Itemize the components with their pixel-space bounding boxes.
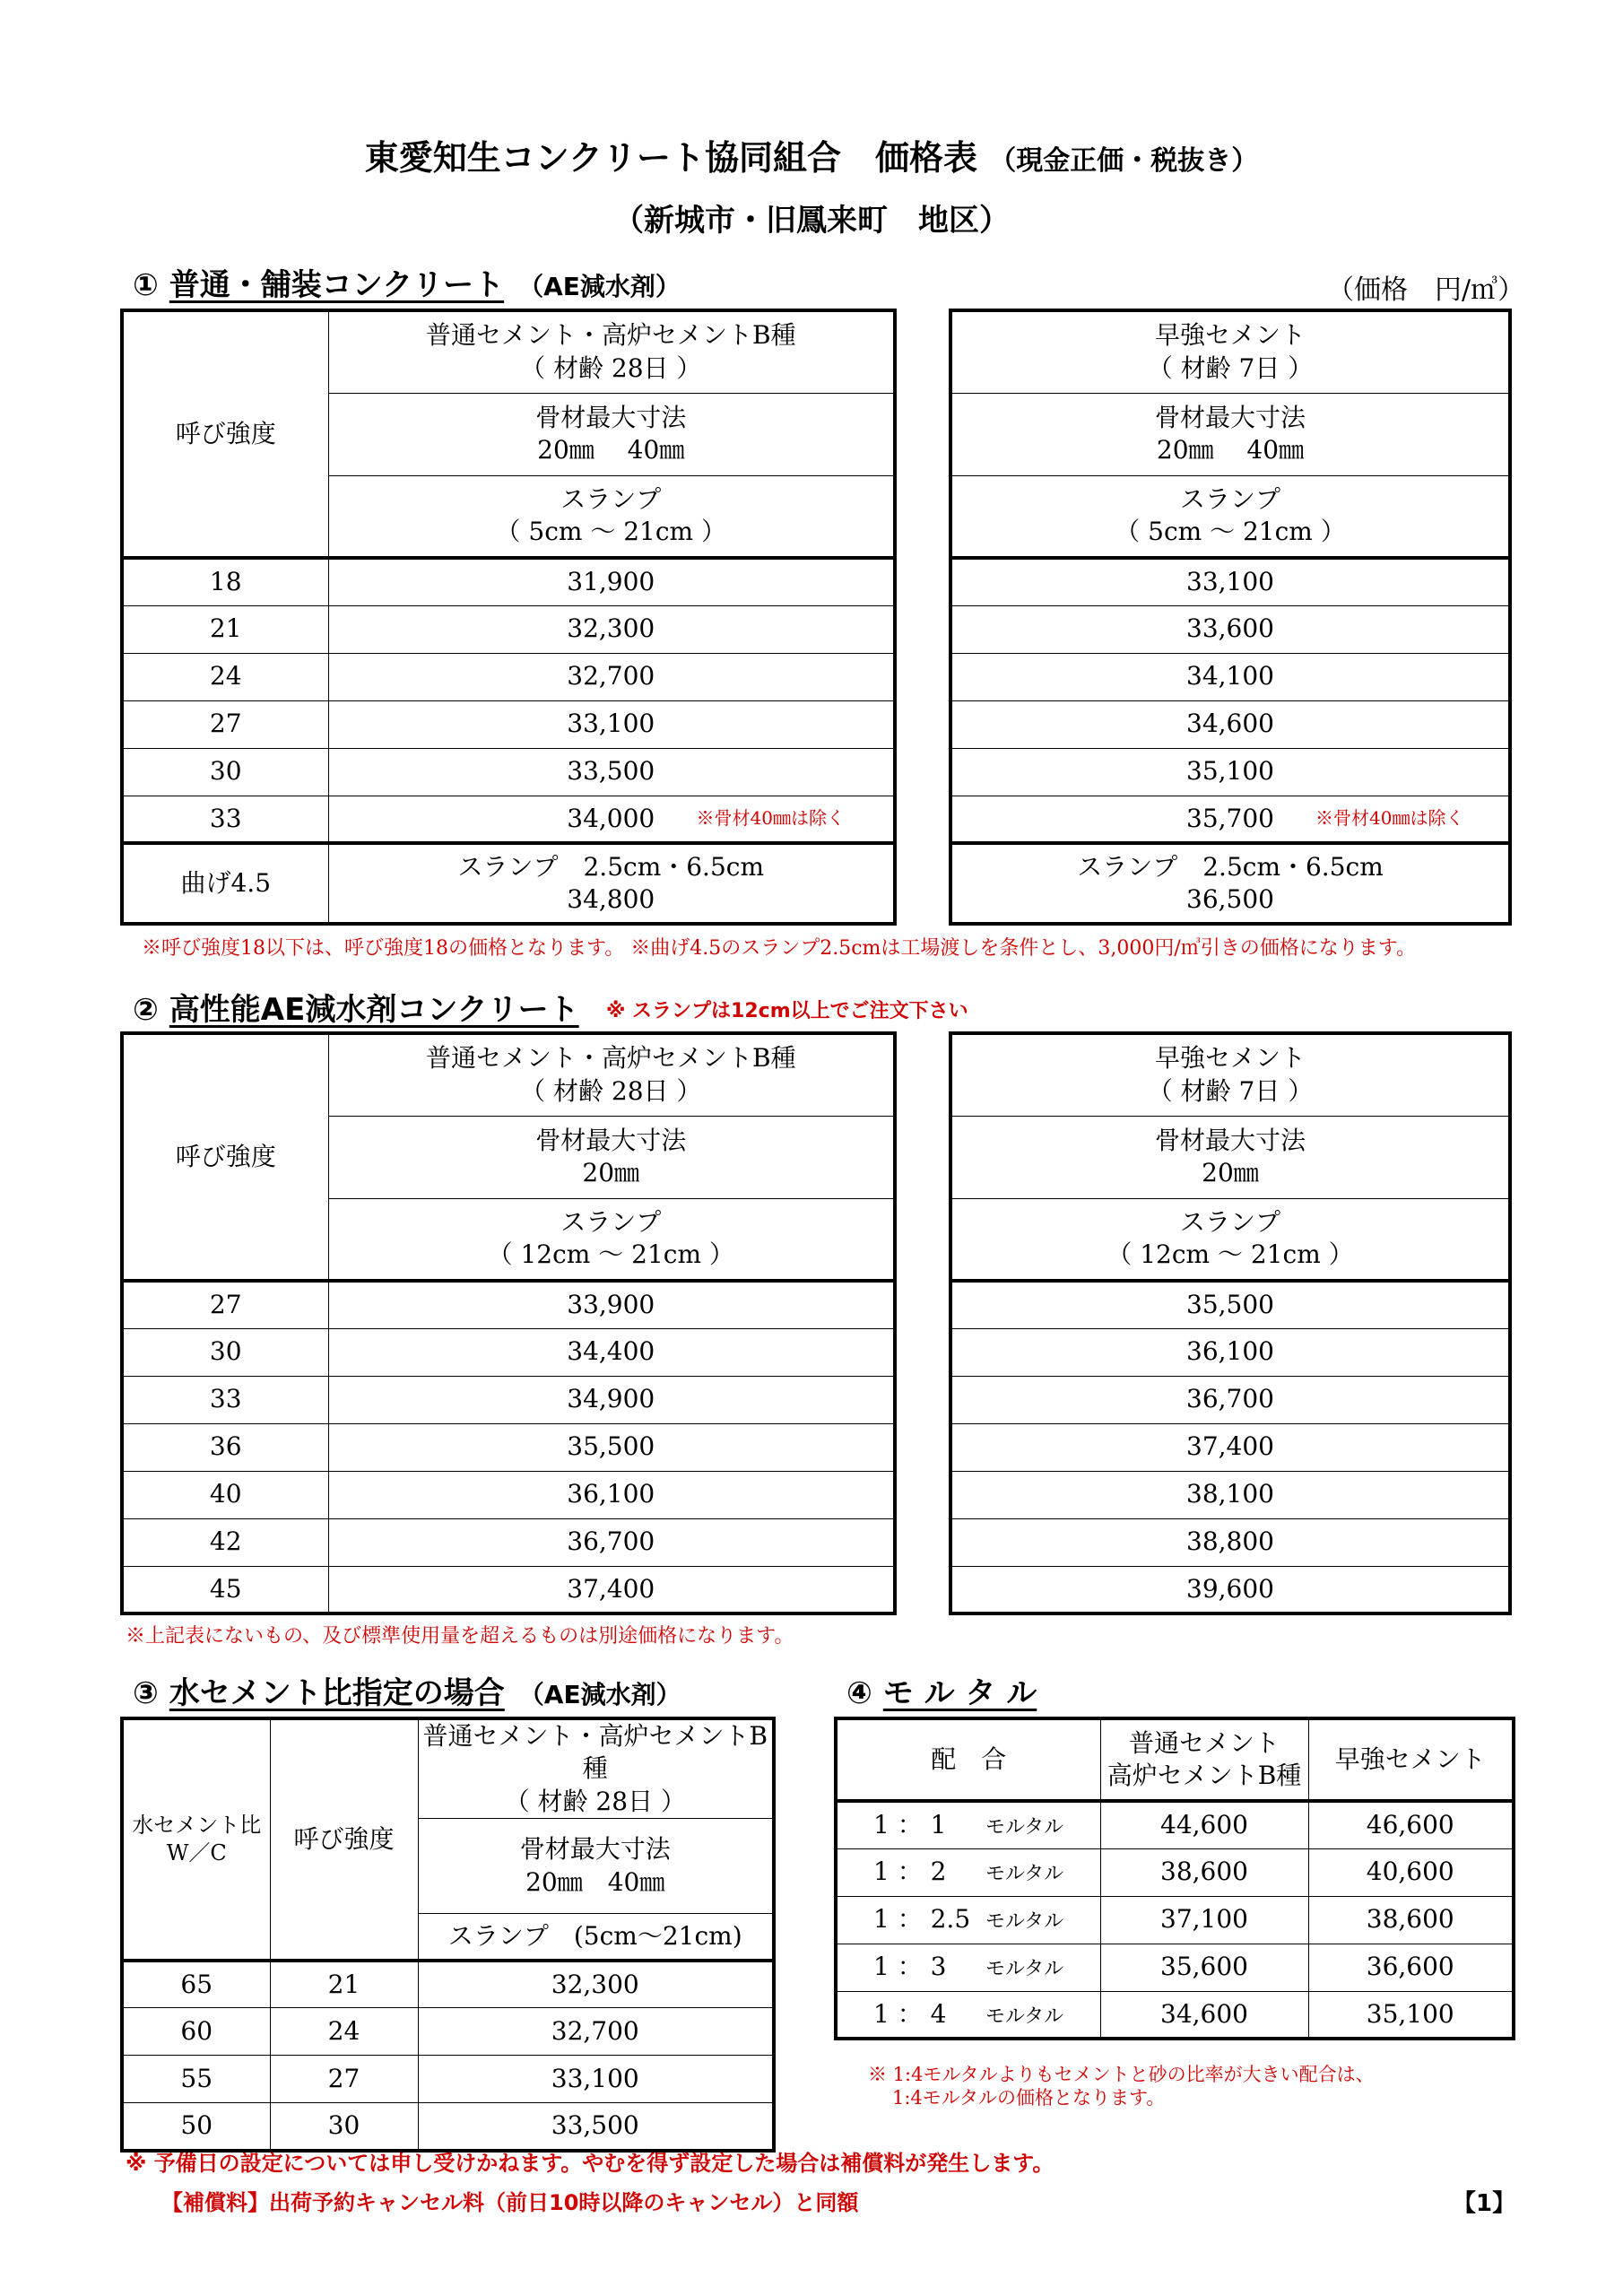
table-row: 18 31,900 xyxy=(122,558,895,605)
table-row: 38,800 xyxy=(950,1518,1510,1566)
section2-heading xyxy=(133,985,579,1029)
table-row: 27 33,100 xyxy=(122,700,895,748)
aggregate-header: 骨材最大寸法 20㎜ 40㎜ xyxy=(418,1819,774,1914)
section2-early-table xyxy=(949,1031,1512,1615)
cement-header: 早強セメント （ 材齢 7日 ） xyxy=(950,310,1510,393)
section2-note: ※上記表にないもの、及び標準使用量を超えるものは別途価格になります。 xyxy=(126,1625,794,1648)
table-row: 37,400 xyxy=(950,1423,1510,1471)
price-unit-label: （価格 円/㎥） xyxy=(1327,274,1525,306)
section2-number: ② xyxy=(133,992,159,1028)
table-row: 1 ： 1 モルタル 44,600 46,600 xyxy=(836,1801,1514,1848)
section1-number: ① xyxy=(133,267,159,303)
table-row: 34,600 xyxy=(950,700,1510,748)
section3-paren: （AE減水剤） xyxy=(518,1680,681,1709)
section3-water-cement-table xyxy=(120,1717,776,2152)
normal-cement-header: 普通セメント 高炉セメントB種 xyxy=(1100,1718,1308,1801)
table-row: 33,600 xyxy=(950,605,1510,653)
title-main: 東愛知生コンクリート協同組合 価格表 xyxy=(364,137,977,178)
aggregate-40mm-exclusion-note: ※骨材40㎜は除く xyxy=(1315,806,1464,829)
slump-header: スランプ （ 12cm ～ 21cm ） xyxy=(328,1198,895,1281)
cement-header: 早強セメント （ 材齢 7日 ） xyxy=(950,1033,1510,1116)
aggregate-40mm-exclusion-note: ※骨材40㎜は除く xyxy=(696,806,845,829)
bending-cell: スランプ 2.5cm・6.5cm 36,500 xyxy=(950,843,1510,924)
table-row: 60 24 32,700 xyxy=(122,2008,774,2056)
region-subtitle: （新城市・旧鳳来町 地区） xyxy=(613,203,1010,239)
table-row: 21 32,300 xyxy=(122,605,895,653)
row-header-strength: 呼び強度 xyxy=(122,1033,328,1281)
slump-header: スランプ （ 12cm ～ 21cm ） xyxy=(950,1198,1510,1281)
page-number: 【1】 xyxy=(1453,2190,1516,2217)
section2-slump-notice: ※ スランプは12cm以上でご注文下さい xyxy=(606,1000,968,1022)
bending-cell: スランプ 2.5cm・6.5cm 34,800 xyxy=(328,843,895,924)
table-row: 45 37,400 xyxy=(122,1566,895,1613)
bending-label: 曲げ4.5 xyxy=(122,843,328,924)
footer-compensation-note: 【補償料】出荷予約キャンセル料（前日10時以降のキャンセル）と同額 xyxy=(161,2190,859,2215)
document-title xyxy=(0,130,1623,179)
table-row: 30 34,400 xyxy=(122,1328,895,1376)
row-header-strength: 呼び強度 xyxy=(270,1718,418,1961)
table-row: 65 21 32,300 xyxy=(122,1961,774,2008)
table-row: 38,100 xyxy=(950,1471,1510,1518)
wc-ratio-header: 水セメント比 W／C xyxy=(122,1718,270,1961)
table-row: 1 ： 2.5 モルタル 37,100 38,600 xyxy=(836,1896,1514,1944)
table-row: 35,700 ※骨材40㎜は除く xyxy=(950,796,1510,843)
table-row: 40 36,100 xyxy=(122,1471,895,1518)
row-header-strength: 呼び強度 xyxy=(122,310,328,558)
table-row: 36 35,500 xyxy=(122,1423,895,1471)
table-row: 33 34,000 ※骨材40㎜は除く xyxy=(122,796,895,843)
table-row: 34,100 xyxy=(950,653,1510,700)
table-row: 36,700 xyxy=(950,1376,1510,1423)
section4-number: ④ xyxy=(846,1675,872,1711)
table-row: 33 34,900 xyxy=(122,1376,895,1423)
section1-normal-table xyxy=(120,309,897,926)
section1-early-table xyxy=(949,309,1512,926)
table-row: 1 ： 2 モルタル 38,600 40,600 xyxy=(836,1848,1514,1896)
table-row: 30 33,500 xyxy=(122,748,895,796)
slump-header: スランプ (5cm～21cm) xyxy=(418,1914,774,1961)
table-row: 27 33,900 xyxy=(122,1281,895,1328)
section2-normal-table xyxy=(120,1031,897,1615)
footer-reserve-day-note: ※ 予備日の設定については申し受けかねます。やむを得ず設定した場合は補償料が発生します。 xyxy=(126,2151,1055,2176)
table-row: 1 ： 4 モルタル 34,600 35,100 xyxy=(836,1991,1514,2039)
section3-number: ③ xyxy=(133,1675,159,1711)
aggregate-header: 骨材最大寸法 20㎜ xyxy=(328,1116,895,1198)
slump-header: スランプ （ 5cm ～ 21cm ） xyxy=(950,475,1510,558)
section1-title: 普通・舗装コンクリート xyxy=(169,267,505,303)
mix-header: 配 合 xyxy=(836,1718,1100,1801)
table-row: 35,500 xyxy=(950,1281,1510,1328)
section4-note-line1: ※ 1:4モルタルよりもセメントと砂の比率が大きい配合は、 xyxy=(868,2064,1375,2085)
slump-header: スランプ （ 5cm ～ 21cm ） xyxy=(328,475,895,558)
table-row: 50 30 33,500 xyxy=(122,2103,774,2151)
aggregate-header: 骨材最大寸法 20㎜ 40㎜ xyxy=(950,393,1510,475)
table-row: 55 27 33,100 xyxy=(122,2056,774,2103)
table-row: 36,100 xyxy=(950,1328,1510,1376)
section1-heading xyxy=(133,260,681,304)
section2-title: 高性能AE減水剤コンクリート xyxy=(169,992,579,1028)
table-row: 1 ： 3 モルタル 35,600 36,600 xyxy=(836,1944,1514,1991)
title-sub: （現金正価・税抜き） xyxy=(989,145,1259,177)
section4-heading xyxy=(846,1668,1037,1712)
section3-title: 水セメント比指定の場合 xyxy=(169,1675,505,1711)
section4-note-line2: 1:4モルタルの価格となります。 xyxy=(892,2087,1166,2109)
table-row: 42 36,700 xyxy=(122,1518,895,1566)
section3-heading xyxy=(133,1668,681,1712)
aggregate-header: 骨材最大寸法 20㎜ xyxy=(950,1116,1510,1198)
section1-paren: （AE減水剤） xyxy=(518,272,681,301)
table-row: 35,100 xyxy=(950,748,1510,796)
cement-header: 普通セメント・高炉セメントB種 （ 材齢 28日 ） xyxy=(418,1718,774,1819)
table-row: 39,600 xyxy=(950,1566,1510,1613)
section4-title: モ ル タ ル xyxy=(882,1675,1037,1711)
cement-header: 普通セメント・高炉セメントB種 （ 材齢 28日 ） xyxy=(328,310,895,393)
aggregate-header: 骨材最大寸法 20㎜ 40㎜ xyxy=(328,393,895,475)
section1-note: ※呼び強度18以下は、呼び強度18の価格となります。 ※曲げ4.5のスランプ2.5cmは工場渡しを条件とし、3,000円/㎥引きの価格になります。 xyxy=(142,937,1417,960)
table-row: 33,100 xyxy=(950,558,1510,605)
table-row: 24 32,700 xyxy=(122,653,895,700)
cement-header: 普通セメント・高炉セメントB種 （ 材齢 28日 ） xyxy=(328,1033,895,1116)
early-cement-header: 早強セメント xyxy=(1308,1718,1514,1801)
section4-mortar-table xyxy=(834,1717,1515,2040)
